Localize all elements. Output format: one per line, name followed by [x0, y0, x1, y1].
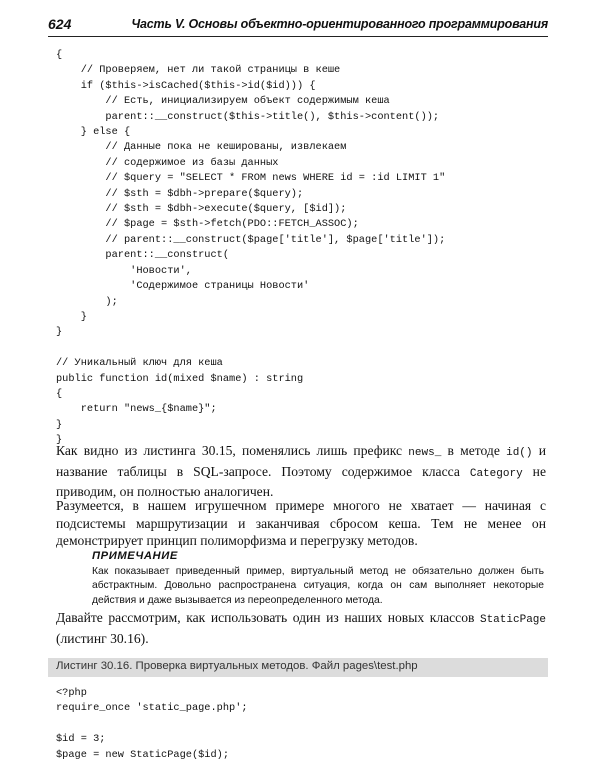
- paragraph-text: (листинг 30.16).: [56, 630, 149, 646]
- paragraph-text: и название таблицы в SQL-запросе. Поэтому содержимое класса: [56, 443, 546, 479]
- note-body: Как показывает приведенный пример, виртуальный метод не обязательно должен быть абстрактным. Довольно распространена ситуация, когда он сам выполняет некоторые действия и даже вызывается из переопределенного метода.: [92, 566, 544, 606]
- inline-code-id-method: id(): [506, 447, 533, 459]
- note-title: ПРИМЕЧАНИЕ: [92, 550, 178, 562]
- inline-code-category: Category: [469, 467, 523, 480]
- paragraph-prefix-change: [56, 442, 546, 501]
- listing-caption-bar: [48, 658, 548, 677]
- code-listing-test: <?php require_once 'static_page.php'; $id = 3; $page = new StaticPage($id);: [56, 687, 248, 761]
- paragraph-listing-intro: [56, 609, 546, 647]
- paragraph-text: не приводим, он полностью аналогичен.: [56, 463, 546, 499]
- header-rule: [48, 36, 548, 37]
- paragraph-text: Как видно из листинга 30.15, поменялись лишь префикс: [56, 443, 409, 458]
- running-title: Часть V. Основы объектно-ориентированного программирования: [131, 17, 548, 31]
- page-number: 624: [48, 16, 72, 32]
- paragraph-text: Давайте рассмотрим, как использовать один из наших новых классов: [56, 610, 480, 625]
- inline-code-news-prefix: news_: [408, 447, 442, 459]
- paragraph-text: в методе: [441, 443, 507, 458]
- code-listing-continued: { // Проверяем, нет ли такой страницы в кеше if ($this->isCached($this->id($id))) { // Есть, инициализируем объект содержимым кеша parent::__construct($this->title(), $this->content()); } else { // Данные пока не кешированы, извлекаем // содержимое из базы данных // $query = "SELECT * FROM news WHERE id = :id LIMIT 1" // $sth = $dbh->prepare($query); // $sth = $dbh->execute($query, [$id]); // $page = $sth->fetch(PDO::FETCH_ASSOC); // parent::__construct($page['title'], $page['title']); parent::__construct( 'Новости', 'Содержимое страницы Новости' ); } } // Уникальный ключ для кеша public function id(mixed $name) : string { return "news_{$name}"; } }: [56, 49, 446, 447]
- inline-code-staticpage: StaticPage: [479, 614, 546, 626]
- listing-caption: Листинг 30.16. Проверка виртуальных методов. Файл pages\test.php: [56, 660, 418, 672]
- page-header: [48, 16, 548, 38]
- paragraph-polymorphism: Разумеется, в нашем игрушечном примере многого не хватает — начиная с подсистемы маршрутизации и заканчивая сбросом кеша. Тем не менее он демонстрирует принцип полиморфизма и перегрузку методов.: [56, 498, 546, 548]
